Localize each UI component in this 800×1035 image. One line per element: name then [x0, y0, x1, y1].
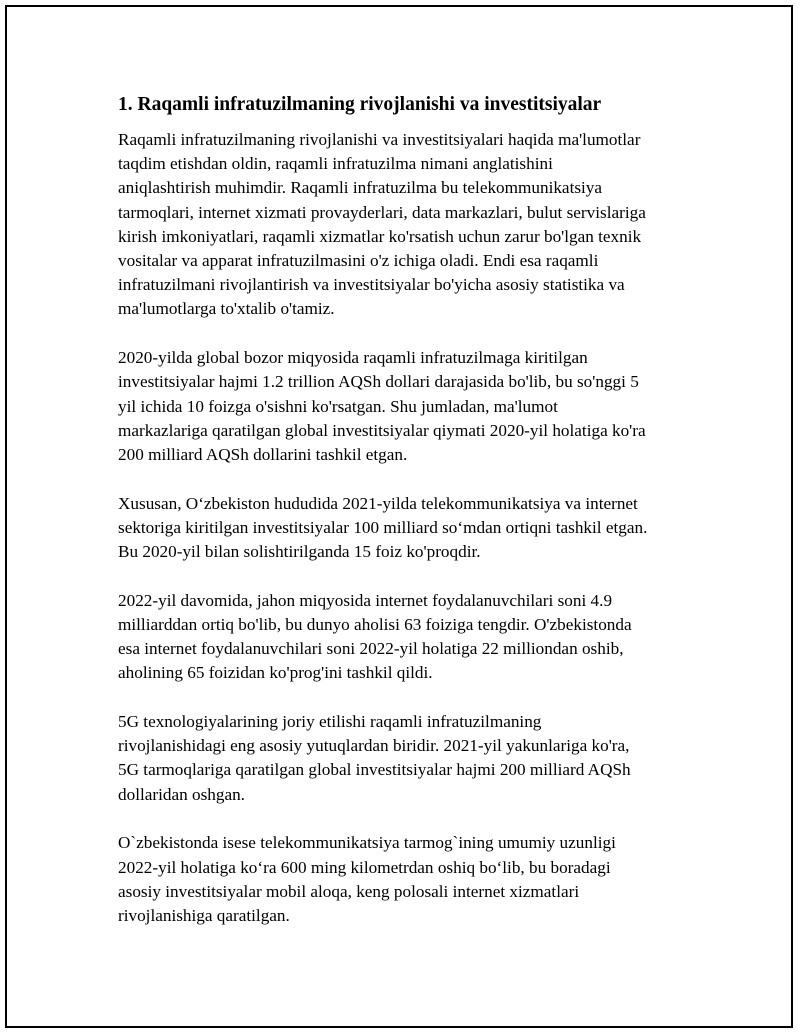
section-heading: 1. Raqamli infratuzilmaning rivojlanishi va investitsiyalar: [118, 94, 602, 115]
paragraph-uzbekistan-investment: Xususan, O‘zbekiston hududida 2021-yilda telekommunikatsiya va internet sektoriga kiritilgan investitsiyalar 100 milliard so‘mdan ortiqni tashkil etgan. Bu 2020-yil bilan solishtirilganda 15 foiz ko'proqdir.: [118, 493, 648, 562]
paragraph-definition: Raqamli infratuzilmaning rivojlanishi va investitsiyalari haqida ma'lumotlar taqdim etishdan oldin, raqamli infratuzilma nimani anglatishini aniqlashtirish muhimdir. Raqamli infratuzilma bu telekommunikatsiya tarmoqlari, internet xizmati provayderlari, data markazlari, bulut servislariga kirish imkoniyatlari, raqamli xizmatlar ko'rsatish uchun zarur bo'lgan texnik vositalar va apparat infratuzilmasini o'z ichiga oladi. Endi esa raqamli infratuzilmani rivojlantirish va investitsiyalar bo'yicha asosiy statistika va ma'lumotlarga to'xtalib o'tamiz.: [118, 130, 646, 319]
paragraph-global-investment: 2020-yilda global bozor miqyosida raqamli infratuzilmaga kiritilgan investitsiyalar hajmi 1.2 trillion AQSh dollari darajasida bo'lib, bu so'nggi 5 yil ichida 10 foizga o'sishni ko'rsatgan. Shu jumladan, ma'lumot markazlariga qaratilgan global investitsiyalar qiymati 2020-yil holatiga ko'ra 200 milliard AQSh dollarini tashkil etgan.: [118, 348, 646, 464]
document-body: [118, 92, 698, 953]
paragraph-network-length: O`zbekistonda isese telekommunikatsiya tarmog`ining umumiy uzunligi 2022-yil holatiga ko‘ra 600 ming kilometrdan oshiq bo‘lib, bu boradagi asosiy investitsiyalar mobil aloqa, keng polosali internet xizmatlari rivojlanishiga qaratilgan.: [118, 833, 616, 925]
paragraph-5g: 5G texnologiyalarining joriy etilishi raqamli infratuzilmaning rivojlanishidagi eng asosiy yutuqlardan biridir. 2021-yil yakunlariga ko'ra, 5G tarmoqlariga qaratilgan global investitsiyalar hajmi 200 milliard AQSh dollaridan oshgan.: [118, 712, 631, 804]
paragraph-internet-users: 2022-yil davomida, jahon miqyosida internet foydalanuvchilari soni 4.9 milliarddan ortiq bo'lib, bu dunyo aholisi 63 foiziga tengdir. O'zbekistonda esa internet foydalanuvchilari soni 2022-yil holatiga 22 milliondan oshib, aholining 65 foizidan ko'prog'ini tashkil qildi.: [118, 590, 632, 683]
